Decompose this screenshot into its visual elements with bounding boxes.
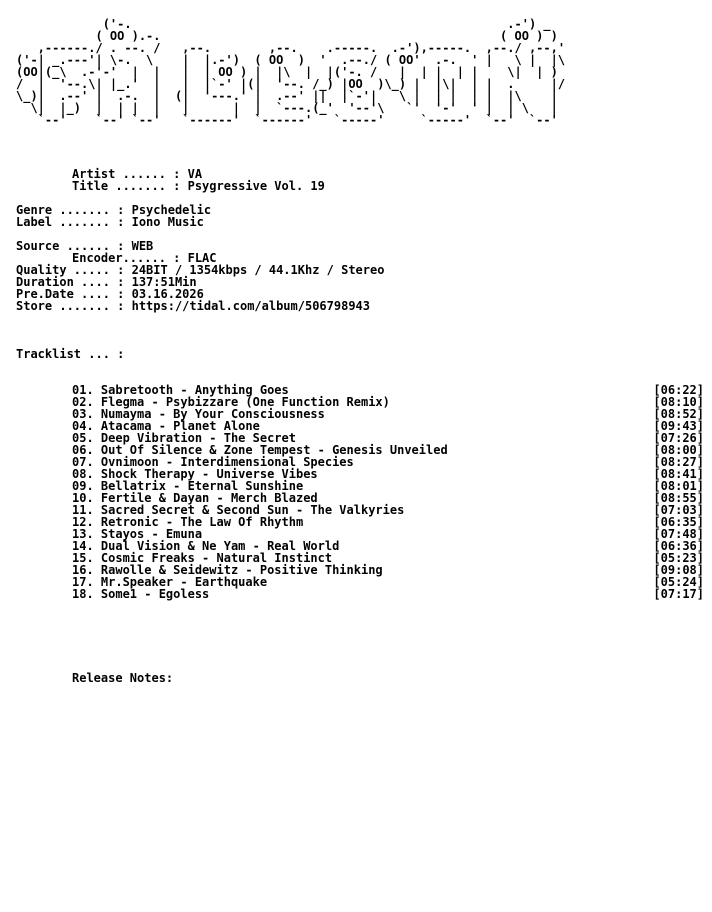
track-duration: [07:17]: [653, 587, 704, 601]
track-title: 10. Fertile & Dayan - Merch Blazed: [72, 491, 318, 505]
title-line: Title ....... : Psygressive Vol. 19: [72, 179, 325, 193]
track-title: 11. Sacred Secret & Second Sun - The Valkyries: [72, 503, 405, 517]
track-duration: [05:23]: [653, 551, 704, 565]
track-duration: [08:01]: [653, 479, 704, 493]
source-line: Source ...... : WEB: [16, 239, 154, 253]
track-duration: [05:24]: [653, 575, 704, 589]
track-duration: [07:03]: [653, 503, 704, 517]
track-title: 06. Out Of Silence & Zone Tempest - Genesis Unveiled: [72, 443, 448, 457]
track-title: 01. Sabretooth - Anything Goes: [72, 383, 289, 397]
track-title: 08. Shock Therapy - Universe Vibes: [72, 467, 318, 481]
track-duration: [06:35]: [653, 515, 704, 529]
track-duration: [08:27]: [653, 455, 704, 469]
genre-line: Genre ....... : Psychedelic: [16, 203, 212, 217]
track-title: 15. Cosmic Freaks - Natural Instinct: [72, 551, 333, 565]
duration-line: Duration .... : 137:51Min: [16, 275, 197, 289]
predate-line: Pre.Date .... : 03.16.2026: [16, 287, 204, 301]
track-title: 03. Numayma - By Your Consciousness: [72, 407, 325, 421]
track-duration: [08:41]: [653, 467, 704, 481]
label-line: Label ....... : Iono Music: [16, 215, 204, 229]
track-duration: [07:26]: [653, 431, 704, 445]
track-title: 16. Rawolle & Seidewitz - Positive Thinking: [72, 563, 383, 577]
tracklist: [72, 384, 704, 600]
track-title: 09. Bellatrix - Eternal Sunshine: [72, 479, 304, 493]
track-duration: [06:36]: [653, 539, 704, 553]
track-duration: [09:08]: [653, 563, 704, 577]
tracklist-header: Tracklist ... :: [16, 347, 125, 361]
track-duration: [06:22]: [653, 383, 704, 397]
track-title: 13. Stayos - Emuna: [72, 527, 203, 541]
quality-line: Quality ..... : 24BIT / 1354kbps / 44.1Khz / Stereo: [16, 263, 385, 277]
store-line: Store ....... : https://tidal.com/album/506798943: [16, 299, 371, 313]
track-title: 02. Flegma - Psybizzare (One Function Remix): [72, 395, 390, 409]
track-duration: [07:48]: [653, 527, 704, 541]
track-row: [72, 588, 704, 600]
track-title: 12. Retronic - The Law Of Rhythm: [72, 515, 304, 529]
track-duration: [08:52]: [653, 407, 704, 421]
ascii-logo: ('-. .-') _ ( OO ).-. ( OO ) ) ,------./ . --. / ,--. ,--. .-----. .-'),-----. ,--./ ,--,' ('-| _.---'| \-. \ | |.-') ( OO ) ' .--./ ( OO' .-. ' | \ | |\ (OO|(_\ .-'-' | | | | OO ) | |\ | |('-. / | | | | | \| | ) / | '--.\| |_.' | | |`-' |(| '--. /_) |OO )\_) | |\| | | . |/ \_)| .--' | .-. | (| '---.' | .--' || |`-'| \ | | | | | |\ | \| |_) | | | | | | | `---.(_' '--'\ `' '-' ' | | \ | `--' `--' `--' `------' `------' `-----' `-----' `--' `--': [16, 17, 566, 127]
encoder-line: Encoder...... : FLAC: [72, 251, 217, 265]
track-duration: [08:55]: [653, 491, 704, 505]
track-title: 17. Mr.Speaker - Earthquake: [72, 575, 268, 589]
track-duration: [08:10]: [653, 395, 704, 409]
track-duration: [09:43]: [653, 419, 704, 433]
track-title: 04. Atacama - Planet Alone: [72, 419, 260, 433]
track-duration: [08:00]: [653, 443, 704, 457]
track-title: 18. Some1 - Egoless: [72, 587, 210, 601]
track-title: 05. Deep Vibration - The Secret: [72, 431, 296, 445]
artist-line: Artist ...... : VA: [72, 167, 203, 181]
release-notes-label: Release Notes:: [72, 671, 174, 685]
track-title: 14. Dual Vision & Ne Yam - Real World: [72, 539, 340, 553]
track-title: 07. Ovnimoon - Interdimensional Species: [72, 455, 354, 469]
